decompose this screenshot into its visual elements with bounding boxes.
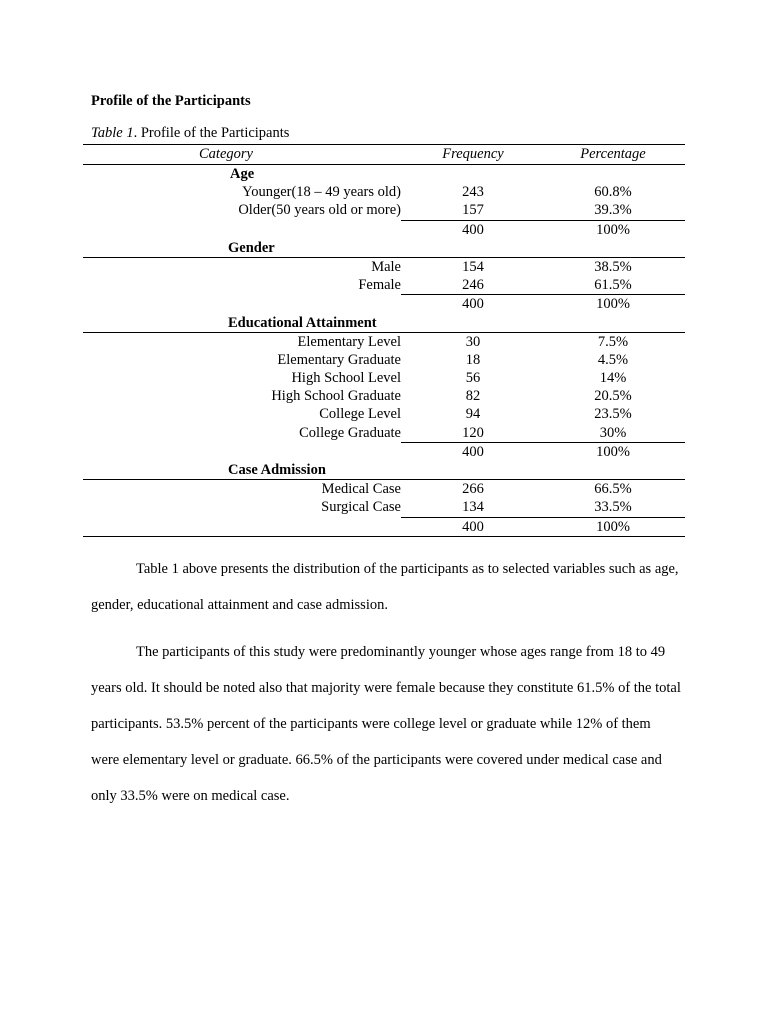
header-frequency: Frequency [442, 146, 504, 162]
row-percentage: 14% [599, 370, 627, 387]
total-percentage: 100% [596, 443, 630, 460]
row-category: Older(50 years old or more) [238, 202, 401, 219]
total-frequency: 400 [462, 518, 484, 535]
row-frequency: 134 [462, 499, 484, 516]
table-row [83, 498, 685, 516]
total-percentage: 100% [596, 296, 630, 313]
table-row [83, 276, 685, 294]
row-category: Male [371, 258, 401, 275]
total-percentage: 100% [596, 518, 630, 535]
row-percentage: 61.5% [594, 277, 632, 294]
row-frequency: 246 [462, 277, 484, 294]
row-category: Elementary Graduate [277, 351, 401, 368]
row-percentage: 66.5% [594, 481, 632, 498]
row-frequency: 56 [465, 370, 481, 387]
row-category: Medical Case [321, 481, 401, 498]
table-header-row [83, 145, 685, 164]
row-frequency: 94 [465, 406, 481, 423]
row-category: Elementary Level [297, 333, 401, 350]
table-row [83, 351, 685, 369]
row-frequency: 154 [462, 258, 484, 275]
row-category: Female [358, 277, 401, 294]
row-percentage: 7.5% [597, 333, 629, 350]
row-frequency: 82 [465, 388, 481, 405]
row-frequency: 266 [462, 481, 484, 498]
table-caption [91, 125, 289, 142]
total-frequency: 400 [462, 296, 484, 313]
table-row [83, 369, 685, 387]
row-percentage: 4.5% [597, 351, 629, 368]
table-row [83, 387, 685, 405]
section-title: Educational Attainment [228, 314, 377, 331]
row-percentage: 60.8% [594, 184, 632, 201]
paragraph-1: Table 1 above presents the distribution of the participants as to selected variables such as age, gender, educational attainment and case admission. [91, 561, 679, 613]
section-title: Case Admission [228, 462, 326, 478]
total-row [83, 295, 685, 313]
row-frequency: 120 [462, 424, 484, 441]
total-row [83, 518, 685, 536]
table-row [83, 424, 685, 442]
total-row [83, 221, 685, 239]
section-title: Age [230, 166, 255, 182]
total-frequency: 400 [462, 221, 484, 238]
row-category: Surgical Case [321, 499, 401, 516]
row-percentage: 38.5% [594, 258, 632, 275]
total-percentage: 100% [596, 221, 630, 238]
table-caption-text: . Profile of the Participants [133, 125, 290, 141]
table-row [83, 405, 685, 423]
header-category: Category [199, 146, 253, 162]
row-frequency: 157 [462, 202, 484, 219]
row-percentage: 33.5% [594, 499, 632, 516]
row-frequency: 18 [465, 351, 481, 368]
row-category: College Level [319, 406, 401, 423]
row-percentage: 30% [599, 424, 627, 441]
section-title: Gender [228, 239, 275, 256]
section-title-row [83, 165, 685, 183]
section-heading: Profile of the Participants [91, 93, 251, 109]
table-row [83, 333, 685, 351]
total-row [83, 443, 685, 461]
row-percentage: 39.3% [594, 202, 632, 219]
participants-table [83, 144, 685, 537]
header-percentage: Percentage [580, 146, 646, 162]
row-category: College Graduate [299, 424, 401, 441]
row-category: High School Level [291, 370, 401, 387]
table-row [83, 201, 685, 219]
row-category: Younger(18 – 49 years old) [242, 184, 401, 201]
table-body [83, 165, 685, 537]
row-percentage: 23.5% [594, 406, 632, 423]
row-frequency: 30 [465, 333, 481, 350]
section-title-row [83, 461, 685, 479]
total-frequency: 400 [462, 443, 484, 460]
row-percentage: 20.5% [594, 388, 632, 405]
section-title-row [83, 314, 685, 332]
row-frequency: 243 [462, 184, 484, 201]
table-row [83, 258, 685, 276]
table-bottom-rule [83, 536, 685, 537]
paragraph-2: The participants of this study were predominantly younger whose ages range from 18 to 49 years old. It should be noted also that majority were female because they constitute 61.5% of the total participants. 53.5% percent of the participants were college level or graduate while 12% of them were elementary level or graduate. 66.5% of the participants were covered under medical case and only 33.5% were on medical case. [91, 644, 681, 804]
section-title-row [83, 239, 685, 257]
table-row [83, 183, 685, 201]
row-category: High School Graduate [271, 388, 401, 405]
table-caption-label: Table 1 [91, 125, 134, 141]
table-row [83, 480, 685, 498]
